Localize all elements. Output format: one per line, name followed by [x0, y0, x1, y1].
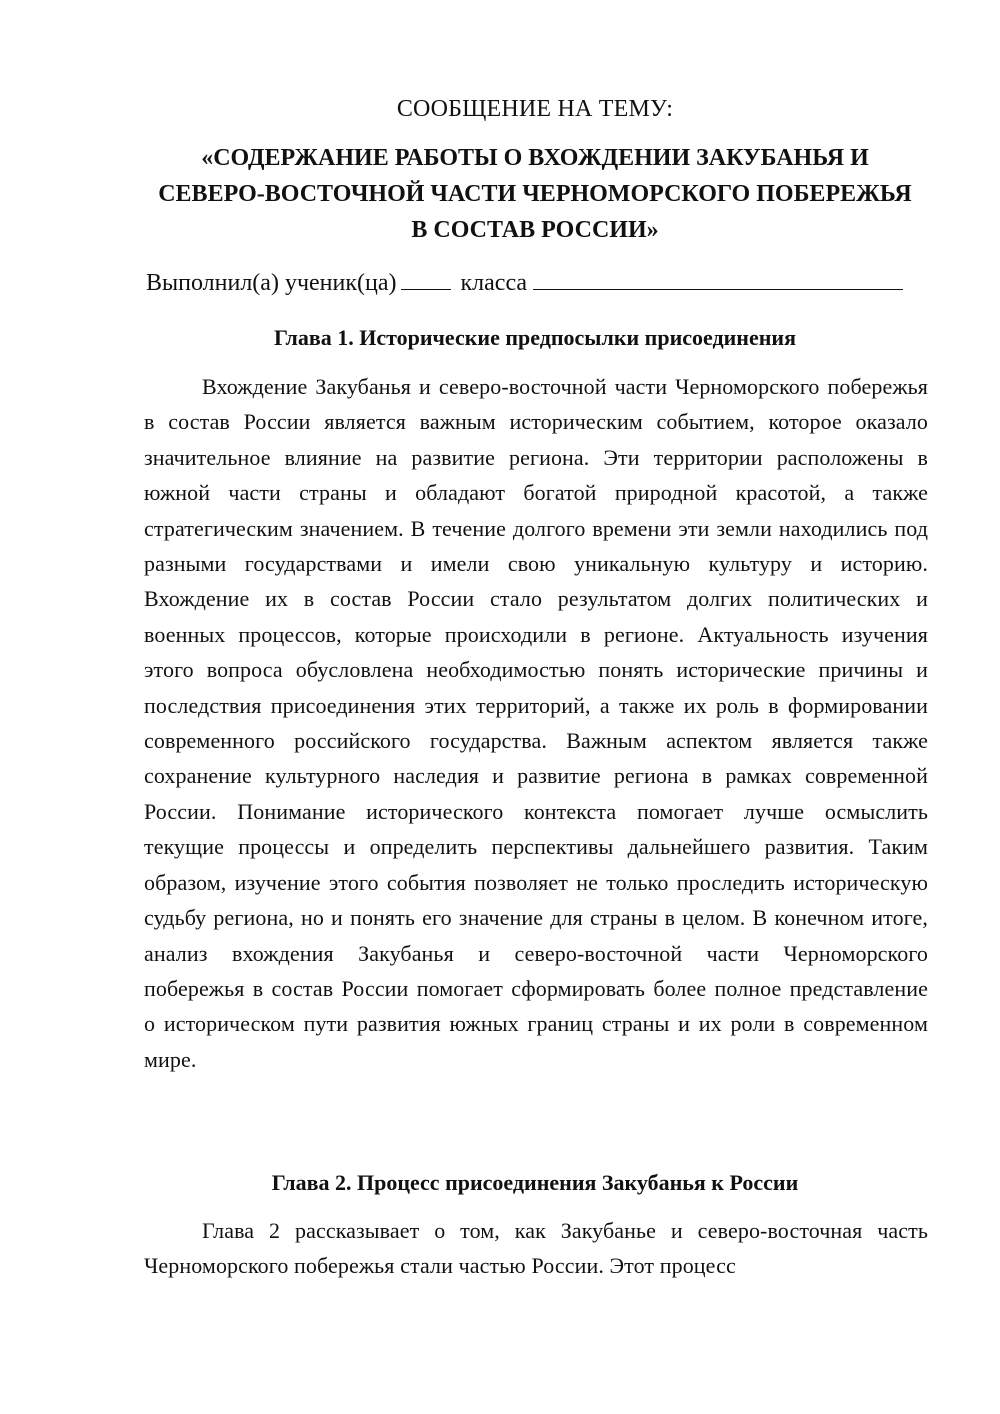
title-line: В СОСТАВ РОССИИ»: [411, 217, 659, 243]
author-line: [146, 266, 936, 300]
author-label: Выполнил(а) ученик(ца): [146, 270, 397, 296]
chapter-1-heading: Глава 1. Исторические предпосылки присоединения: [273, 325, 797, 350]
chapter-1-paragraph: Вхождение Закубанья и северо-восточной части Черноморского побережья в состав России является важным историческим событием, которое оказало значительное влияние на развитие региона. Эти территории расположены в южной части страны и обладают богатой природной красотой, а также стратегическим значением. В течение долгого времени эти земли находились под разными государствами и имели свою уникальную культуру и историю. Вхождение их в состав России стало результатом долгих политических и военных процессов, которые происходили в регионе. Актуальность изучения этого вопроса обусловлена необходимостью понять исторические причины и последствия присоединения этих территорий, а также их роль в формировании современного российского государства. Важным аспектом является также сохранение культурного наследия и развитие региона в рамках современной России. Понимание исторического контекста помогает лучше осмыслить текущие процессы и определить перспективы дальнейшего развития. Таким образом, изучение этого события позволяет не только проследить историческую судьбу региона, но и понять его значение для страны в целом. В конечном итоге, анализ вхождения Закубанья и северо-восточной части Черноморского побережья в состав России помогает сформировать более полное представление о историческом пути развития южных границ страны и их роли в современном мире.: [144, 374, 928, 1072]
chapter-2-paragraph: Глава 2 рассказывает о том, как Закубанье и северо-восточная часть Черноморского побережья стали частью России. Этот процесс: [144, 1218, 928, 1279]
chapter-2-heading: Глава 2. Процесс присоединения Закубанья к России: [271, 1170, 799, 1195]
title-line: «СОДЕРЖАНИЕ РАБОТЫ О ВХОЖДЕНИИ ЗАКУБАНЬЯ И: [201, 145, 869, 171]
document-title: [120, 140, 950, 248]
title-line: СЕВЕРО-ВОСТОЧНОЙ ЧАСТИ ЧЕРНОМОРСКОГО ПОБЕРЕЖЬЯ: [158, 181, 912, 207]
subject-line: СООБЩЕНИЕ НА ТЕМУ:: [396, 96, 674, 122]
name-blank: [533, 271, 903, 290]
class-blank: [401, 271, 451, 290]
class-label: класса: [460, 270, 528, 296]
